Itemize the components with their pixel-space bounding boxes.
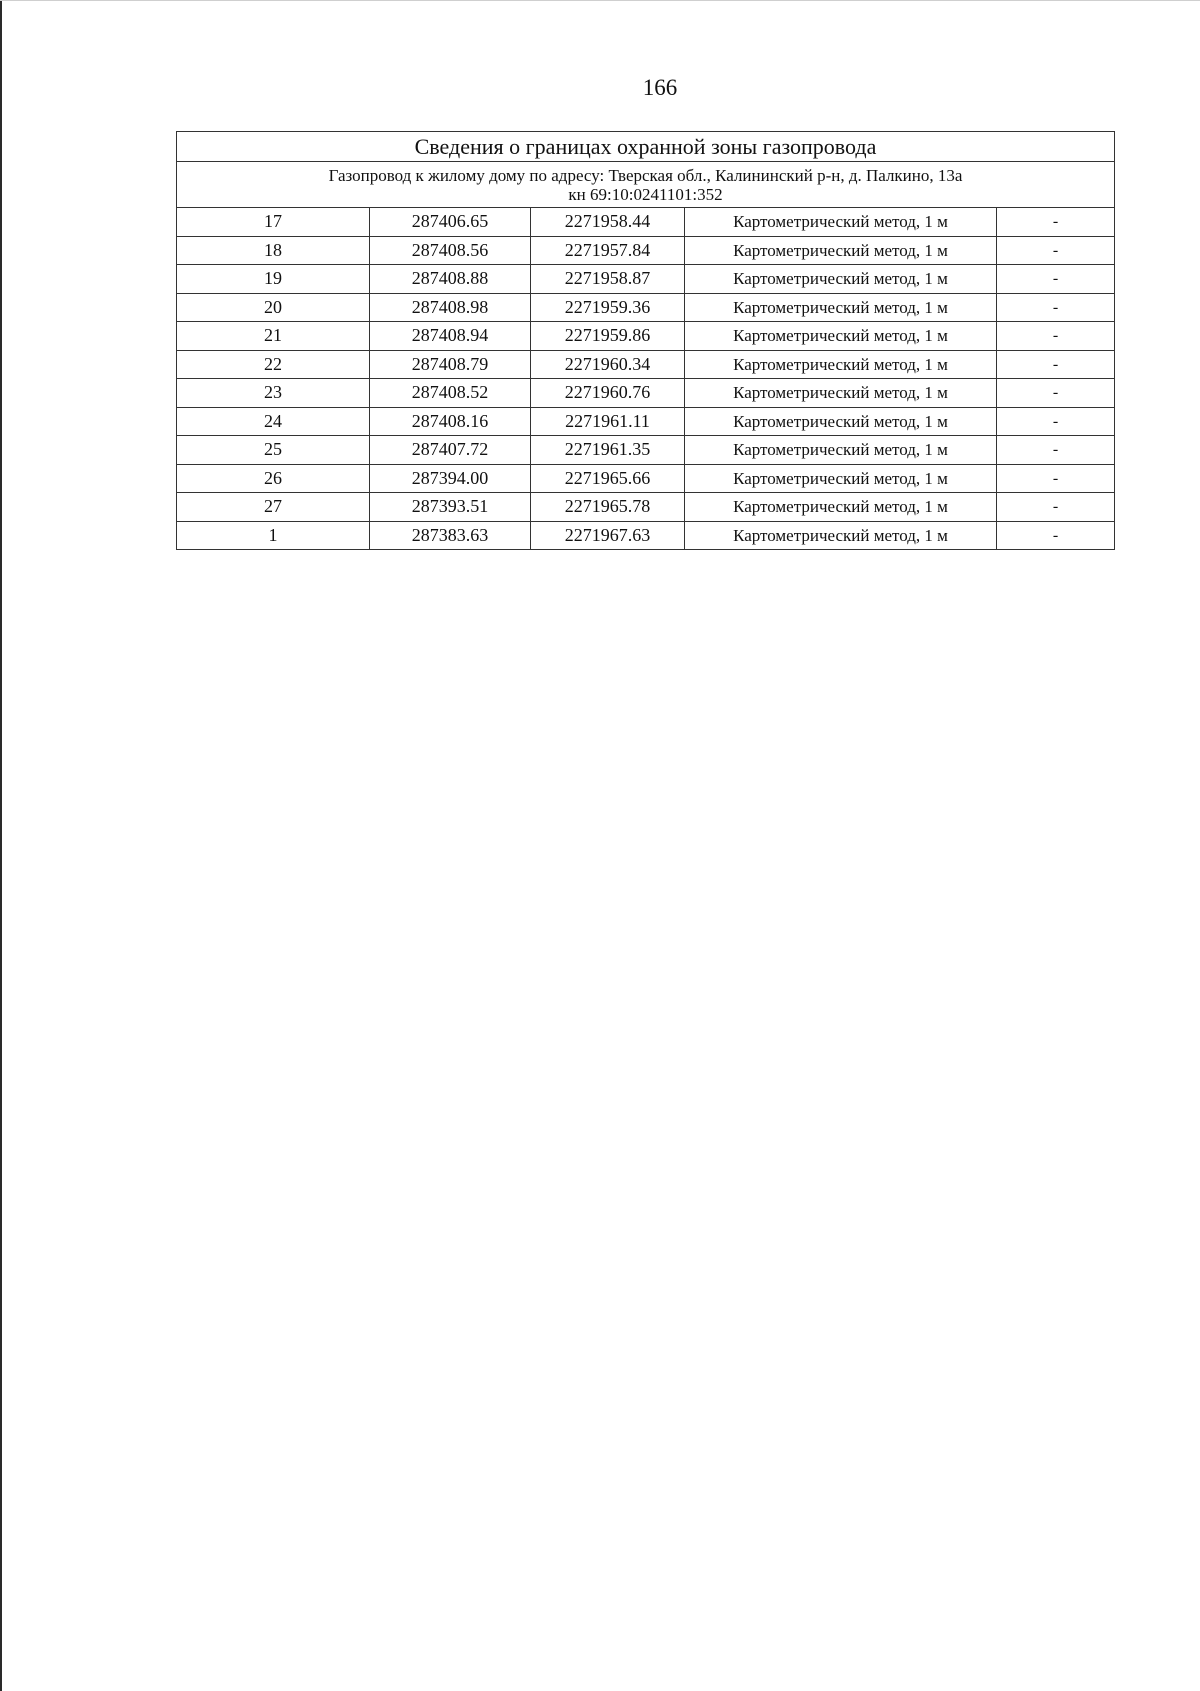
x-coordinate-cell: 287408.56	[370, 236, 531, 265]
table-row	[177, 350, 1115, 379]
y-coordinate-cell: 2271957.84	[531, 236, 685, 265]
protection-zone-table	[176, 131, 1115, 550]
point-number-cell: 18	[177, 236, 370, 265]
point-number-cell: 22	[177, 350, 370, 379]
point-number-cell: 25	[177, 436, 370, 465]
x-coordinate-cell: 287408.98	[370, 293, 531, 322]
point-number-cell: 23	[177, 379, 370, 408]
y-coordinate-cell: 2271959.86	[531, 322, 685, 351]
table-row	[177, 521, 1115, 550]
table-row	[177, 293, 1115, 322]
x-coordinate-cell: 287408.52	[370, 379, 531, 408]
extra-cell: -	[997, 379, 1115, 408]
table-subtitle	[177, 162, 1115, 208]
x-coordinate-cell: 287406.65	[370, 208, 531, 237]
y-coordinate-cell: 2271967.63	[531, 521, 685, 550]
y-coordinate-cell: 2271958.87	[531, 265, 685, 294]
method-cell: Картометрический метод, 1 м	[685, 464, 997, 493]
x-coordinate-cell: 287394.00	[370, 464, 531, 493]
extra-cell: -	[997, 436, 1115, 465]
table-subtitle-row	[177, 162, 1115, 208]
method-cell: Картометрический метод, 1 м	[685, 350, 997, 379]
method-cell: Картометрический метод, 1 м	[685, 265, 997, 294]
extra-cell: -	[997, 350, 1115, 379]
point-number-cell: 19	[177, 265, 370, 294]
extra-cell: -	[997, 208, 1115, 237]
extra-cell: -	[997, 464, 1115, 493]
extra-cell: -	[997, 521, 1115, 550]
extra-cell: -	[997, 493, 1115, 522]
extra-cell: -	[997, 236, 1115, 265]
point-number-cell: 21	[177, 322, 370, 351]
x-coordinate-cell: 287408.16	[370, 407, 531, 436]
table-title: Сведения о границах охранной зоны газопровода	[177, 132, 1115, 162]
page-number: 166	[642, 75, 678, 100]
y-coordinate-cell: 2271960.76	[531, 379, 685, 408]
table-row	[177, 208, 1115, 237]
x-coordinate-cell: 287408.94	[370, 322, 531, 351]
extra-cell: -	[997, 407, 1115, 436]
table-title-row	[177, 132, 1115, 162]
table-body	[177, 132, 1115, 550]
x-coordinate-cell: 287407.72	[370, 436, 531, 465]
extra-cell: -	[997, 293, 1115, 322]
y-coordinate-cell: 2271961.11	[531, 407, 685, 436]
method-cell: Картометрический метод, 1 м	[685, 322, 997, 351]
table-row	[177, 265, 1115, 294]
table-row	[177, 493, 1115, 522]
subtitle-cadastral-number: кн 69:10:0241101:352	[568, 184, 723, 204]
method-cell: Картометрический метод, 1 м	[685, 493, 997, 522]
y-coordinate-cell: 2271960.34	[531, 350, 685, 379]
point-number-cell: 27	[177, 493, 370, 522]
method-cell: Картометрический метод, 1 м	[685, 379, 997, 408]
y-coordinate-cell: 2271958.44	[531, 208, 685, 237]
x-coordinate-cell: 287408.79	[370, 350, 531, 379]
point-number-cell: 24	[177, 407, 370, 436]
scan-border-top	[0, 0, 1200, 1]
subtitle-address: Газопровод к жилому дому по адресу: Тверская обл., Калининский р-н, д. Палкино, 13а	[328, 165, 963, 185]
method-cell: Картометрический метод, 1 м	[685, 208, 997, 237]
y-coordinate-cell: 2271961.35	[531, 436, 685, 465]
table-row	[177, 322, 1115, 351]
y-coordinate-cell: 2271965.66	[531, 464, 685, 493]
point-number-cell: 17	[177, 208, 370, 237]
table-row	[177, 236, 1115, 265]
point-number-cell: 26	[177, 464, 370, 493]
table-row	[177, 464, 1115, 493]
method-cell: Картометрический метод, 1 м	[685, 436, 997, 465]
scan-border-left	[0, 0, 2, 1691]
x-coordinate-cell: 287383.63	[370, 521, 531, 550]
method-cell: Картометрический метод, 1 м	[685, 236, 997, 265]
x-coordinate-cell: 287408.88	[370, 265, 531, 294]
point-number-cell: 20	[177, 293, 370, 322]
extra-cell: -	[997, 265, 1115, 294]
y-coordinate-cell: 2271959.36	[531, 293, 685, 322]
method-cell: Картометрический метод, 1 м	[685, 521, 997, 550]
method-cell: Картометрический метод, 1 м	[685, 293, 997, 322]
extra-cell: -	[997, 322, 1115, 351]
table-row	[177, 379, 1115, 408]
method-cell: Картометрический метод, 1 м	[685, 407, 997, 436]
point-number-cell: 1	[177, 521, 370, 550]
table-row	[177, 407, 1115, 436]
x-coordinate-cell: 287393.51	[370, 493, 531, 522]
table-row	[177, 436, 1115, 465]
y-coordinate-cell: 2271965.78	[531, 493, 685, 522]
